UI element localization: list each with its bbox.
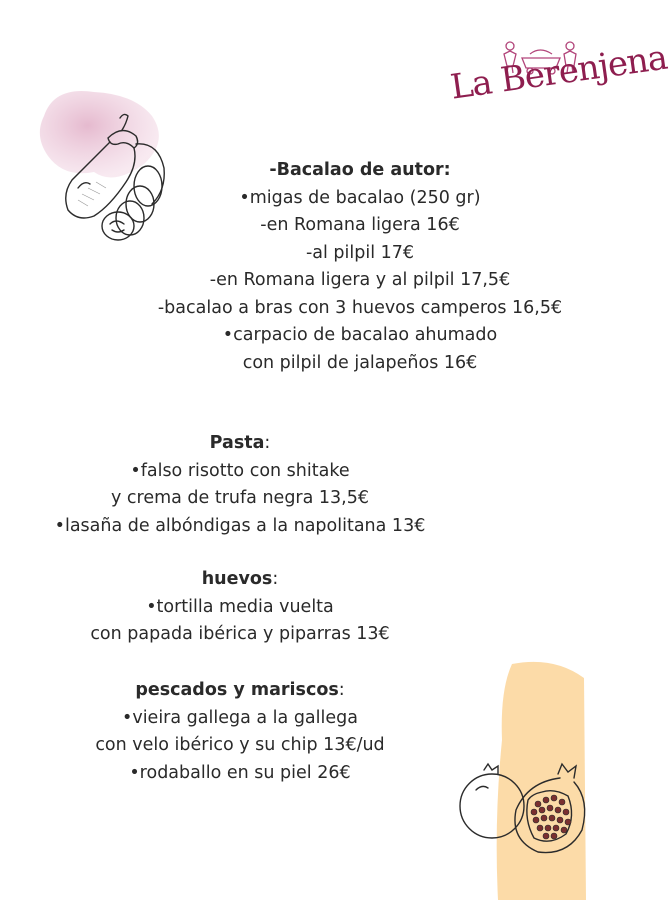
section-title-bacalao: -Bacalao de autor: — [269, 160, 451, 180]
section-bacalao — [150, 157, 570, 377]
section-title-pescados: pescados y mariscos — [135, 680, 339, 700]
section-title-pasta: Pasta — [209, 433, 265, 453]
menu-item-line: •migas de bacalao (250 gr) — [239, 187, 481, 208]
heading-colon: : — [264, 433, 271, 453]
menu-item-line: •carpacio de bacalao ahumado — [222, 325, 498, 345]
section-pasta — [30, 430, 450, 540]
section-title-huevos: huevos — [201, 569, 273, 589]
heading-colon: : — [272, 569, 279, 589]
section-heading-huevos — [30, 566, 450, 594]
menu-item-line: •tortilla media vuelta — [146, 596, 334, 617]
heading-colon: : — [338, 680, 345, 700]
logo-text: La Berenjena — [448, 37, 669, 108]
menu-item-line: -en Romana ligera y al pilpil 17,5€ — [209, 270, 511, 290]
section-pescados — [30, 677, 450, 787]
brand-logo — [448, 37, 669, 140]
section-heading-pescados — [30, 677, 450, 705]
menu-item-line: •rodaballo en su piel 26€ — [129, 762, 351, 783]
menu-item-line: y crema de trufa negra 13,5€ — [110, 488, 370, 508]
section-huevos — [30, 566, 450, 649]
menu-item-line: -bacalao a bras con 3 huevos camperos 16,5€ — [157, 297, 563, 318]
menu-item-line: con papada ibérica y piparras 13€ — [90, 624, 390, 644]
pomegranate-illustration-icon — [458, 760, 593, 860]
section-heading-pasta — [30, 430, 450, 458]
menu-item-line: •vieira gallega a la gallega — [122, 707, 358, 728]
menu-item-line: -al pilpil 17€ — [305, 242, 415, 263]
menu-item-line: •falso risotto con shitake — [130, 460, 350, 481]
menu-item-line: con pilpil de jalapeños 16€ — [242, 352, 478, 373]
menu-item-line: •lasaña de albóndigas a la napolitana 13€ — [54, 515, 426, 536]
menu-item-line: con velo ibérico y su chip 13€/ud — [95, 735, 385, 755]
menu-item-line: -en Romana ligera 16€ — [260, 215, 460, 235]
